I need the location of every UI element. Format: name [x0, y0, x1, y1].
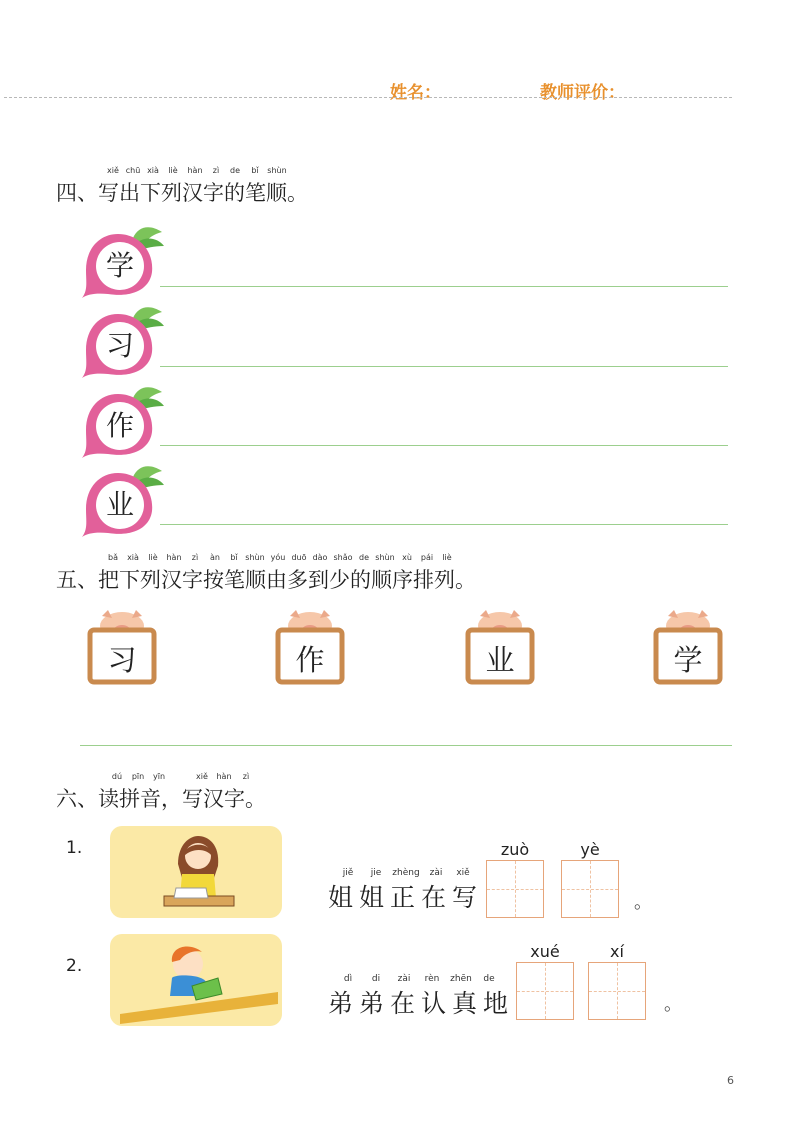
page-number: 6: [727, 1074, 734, 1087]
pinyin: pīn: [131, 772, 145, 781]
tian-grid-box[interactable]: [486, 860, 544, 918]
pinyin: zì: [212, 166, 220, 175]
section4-title: 四、写出下列汉字的笔顺。: [56, 181, 308, 205]
pinyin: xiě: [107, 166, 119, 175]
pinyin: de: [483, 974, 495, 984]
pinyin: liè: [442, 553, 452, 562]
pinyin: shùn: [267, 166, 287, 175]
answer-pinyin: zuò: [500, 840, 530, 859]
radish-item: [78, 224, 168, 308]
box-char: 学: [673, 643, 703, 677]
radish-char: 业: [105, 488, 134, 521]
section6-pinyin-b: [192, 772, 256, 781]
pinyin: shùn: [245, 553, 265, 562]
answer-line[interactable]: [160, 445, 728, 446]
pinyin: bǐ: [230, 553, 238, 562]
sentence-pinyin: [334, 868, 484, 878]
radish-char: 学: [105, 249, 134, 282]
pinyin: zài: [429, 868, 443, 878]
tian-grid-box[interactable]: [516, 962, 574, 1020]
sentence-end: 。: [664, 994, 682, 1015]
answer-line[interactable]: [160, 286, 728, 287]
answer-pinyin: xué: [530, 942, 560, 961]
sentence-pinyin: [334, 974, 504, 984]
pinyin: bǎ: [108, 553, 118, 562]
pinyin: zài: [397, 974, 411, 984]
pinyin: rèn: [424, 974, 440, 984]
pinyin: dào: [312, 553, 328, 562]
section6-title: 六、读拼音，写汉字。: [56, 787, 266, 811]
tian-grid-box[interactable]: [588, 962, 646, 1020]
box-char: 业: [485, 643, 515, 677]
box-char: 作: [295, 643, 325, 677]
pinyin: shùn: [375, 553, 395, 562]
item-number: 1.: [66, 838, 83, 858]
answer-line[interactable]: [160, 366, 728, 367]
pinyin: zhēn: [450, 974, 472, 984]
pig-box: [464, 608, 536, 686]
teacher-evaluation-label: 教师评价：: [540, 83, 625, 103]
pinyin: hàn: [216, 772, 232, 781]
item-number: 2.: [66, 956, 83, 976]
answer-line[interactable]: [160, 524, 728, 525]
pig-box: [274, 608, 346, 686]
answer-line[interactable]: [80, 745, 732, 746]
sentence: 姐姐正在写: [328, 883, 484, 912]
pinyin: shǎo: [333, 553, 353, 562]
radish-item: [78, 463, 168, 547]
pinyin: xiě: [456, 868, 470, 878]
pinyin: jie: [370, 868, 382, 878]
pinyin: xiě: [196, 772, 208, 781]
pinyin: zhèng: [392, 868, 420, 878]
radish-item: [78, 384, 168, 468]
pinyin: dì: [343, 974, 353, 984]
pinyin: chū: [125, 166, 141, 175]
girl-writing-picture: [110, 826, 282, 918]
pinyin: xià: [127, 553, 139, 562]
pinyin: dú: [111, 772, 123, 781]
header-dashed-divider: [4, 97, 732, 98]
pinyin: hàn: [187, 166, 203, 175]
sentence-end: 。: [634, 892, 652, 913]
pinyin: liè: [168, 166, 178, 175]
pinyin: hàn: [166, 553, 182, 562]
section5-title: 五、把下列汉字按笔顺由多到少的顺序排列。: [56, 568, 476, 592]
pinyin: bǐ: [251, 166, 259, 175]
pinyin: di: [371, 974, 381, 984]
boy-reading-picture: [110, 934, 282, 1026]
pinyin: yóu: [270, 553, 286, 562]
pinyin: de: [230, 166, 240, 175]
answer-pinyin: yè: [580, 840, 600, 859]
pig-box: [652, 608, 724, 686]
pinyin: xù: [402, 553, 412, 562]
pinyin: jiě: [342, 868, 354, 878]
tian-grid-box[interactable]: [561, 860, 619, 918]
pinyin: xià: [147, 166, 159, 175]
section6-pinyin-a: [107, 772, 169, 781]
radish-char: 作: [105, 409, 134, 442]
pinyin: àn: [210, 553, 220, 562]
box-char: 习: [107, 643, 137, 677]
sentence: 弟弟在认真地: [328, 989, 515, 1018]
pig-box: [86, 608, 158, 686]
pinyin: de: [359, 553, 369, 562]
section4-pinyin: [103, 166, 289, 175]
name-label: 姓名：: [390, 83, 441, 103]
pinyin: zì: [191, 553, 199, 562]
pinyin: yīn: [152, 772, 166, 781]
radish-char: 习: [105, 329, 134, 362]
pinyin: zì: [242, 772, 250, 781]
section5-pinyin: [103, 553, 457, 562]
pinyin: duō: [291, 553, 307, 562]
answer-pinyin: xí: [610, 942, 624, 961]
pinyin: liè: [148, 553, 158, 562]
radish-item: [78, 304, 168, 388]
pinyin: pái: [420, 553, 434, 562]
